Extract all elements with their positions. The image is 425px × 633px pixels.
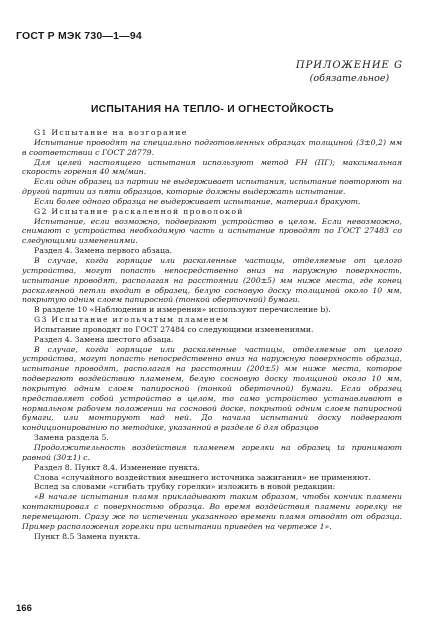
paragraph: «В начале испытания пламя прикладывают таким образом, чтобы кончик пламени контактировал с поверхностью образца. Во время воздействия пламени горелку не перемещают. Сразу же по истечении указанного времени пламя отводят от образца. Пример расположения горелки при испытании приведен на чертеже 1».	[22, 492, 402, 531]
appendix-subtitle: (обязательное)	[309, 73, 390, 84]
paragraph: В случае, когда горящие или раскаленные частицы, отделяемые от целого устройства, могут попасть непосредственно вниз на наружную поверхность, испытание проводят, располагая на расстоянии (200±5) мм ниже места, где конец раскаленной петли входит в образец, белую сосновую доску толщиной около 10 мм, покрытую одним слоем папиросной (тонкой оберточной) бумаги.	[22, 255, 402, 305]
page-number: 166	[16, 603, 32, 614]
paragraph: В разделе 10 «Наблюдения и измерения» используют перечисление b).	[34, 305, 331, 315]
appendix-title: ПРИЛОЖЕНИЕ G	[295, 60, 403, 71]
paragraph: В случае, когда горящие или раскаленные частицы, отделяемые от целого устройства, могут попасть непосредственно вниз на наружную поверхность образца, испытание проводят, располагая на расстоянии (200±5) мм ниже места, которое подвергают воздействию пламенем, белую сосновую доску толщиной около 10 мм, покрытую одним слоем папиросной (тонкой оберточной) бумаги. Если образец представляет собой устройство в целом, то само устройство устанавливают в нормальном рабочем положении на сосновой доске, покрытой одним слоем папиросной бумаги, или монтируют над ней. До начала испытаний доску подвергают кондиционированию по методике, указанной в разделе 6 для образцов	[22, 344, 402, 433]
paragraph: Пункт 8.5 Замена пункта.	[34, 531, 141, 541]
paragraph: G3 Испытание игольчатым пламенем	[34, 315, 230, 325]
paragraph: Продолжительность воздействия пламенем горелки на образец tа принимают равной (30±1) с.	[22, 443, 402, 462]
paragraph: Слова «случайного воздействия внешнего источника зажигания» не применяют.	[34, 472, 371, 482]
paragraph: Если более одного образца не выдерживает испытание, материал бракуют.	[34, 196, 361, 206]
paragraph: Раздел 8. Пункт 8.4. Изменение пункта.	[34, 462, 200, 472]
appendix-label	[296, 59, 403, 85]
paragraph: Если один образец из партии не выдерживает испытания, испытание повторяют на другой партии из пяти образцов, которые должны выдержать испытание.	[22, 177, 402, 197]
paragraph: G1 Испытание на возгорание	[34, 128, 188, 137]
paragraph: Вслед за словами «сгибать трубку горелки» изложить в новой редакции:	[34, 482, 336, 492]
paragraph: Замена раздела 5.	[34, 433, 109, 443]
paragraph: Раздел 4. Замена шестого абзаца.	[34, 334, 174, 344]
paragraph: Испытание, если возможно, подвергают устройство в целом. Если невозможно, снимают с устройства необходимую часть и испытание проводят по ГОСТ 27483 со следующими изменениями.	[22, 216, 402, 246]
section-title: ИСПЫТАНИЯ НА ТЕПЛО- И ОГНЕСТОЙКОСТЬ	[90, 104, 334, 115]
standard-header: ГОСТ Р МЭК 730—1—94	[16, 30, 142, 42]
paragraph: Для целей настоящего испытания используют метод FH (ПГ); максимальная скорость горения 40 мм/мин.	[22, 157, 402, 177]
document-body	[22, 128, 402, 541]
paragraph: G2 Испытание раскаленной проволокой	[34, 206, 244, 216]
paragraph: Раздел 4. Замена первого абзаца.	[34, 246, 173, 256]
paragraph: Испытание проводят по ГОСТ 27484 со следующими изменениями.	[34, 324, 314, 334]
paragraph: Испытание проводят на специально подготовленных образцах толщиной (3±0,2) мм в соответствии с ГОСТ 28779.	[22, 137, 402, 157]
